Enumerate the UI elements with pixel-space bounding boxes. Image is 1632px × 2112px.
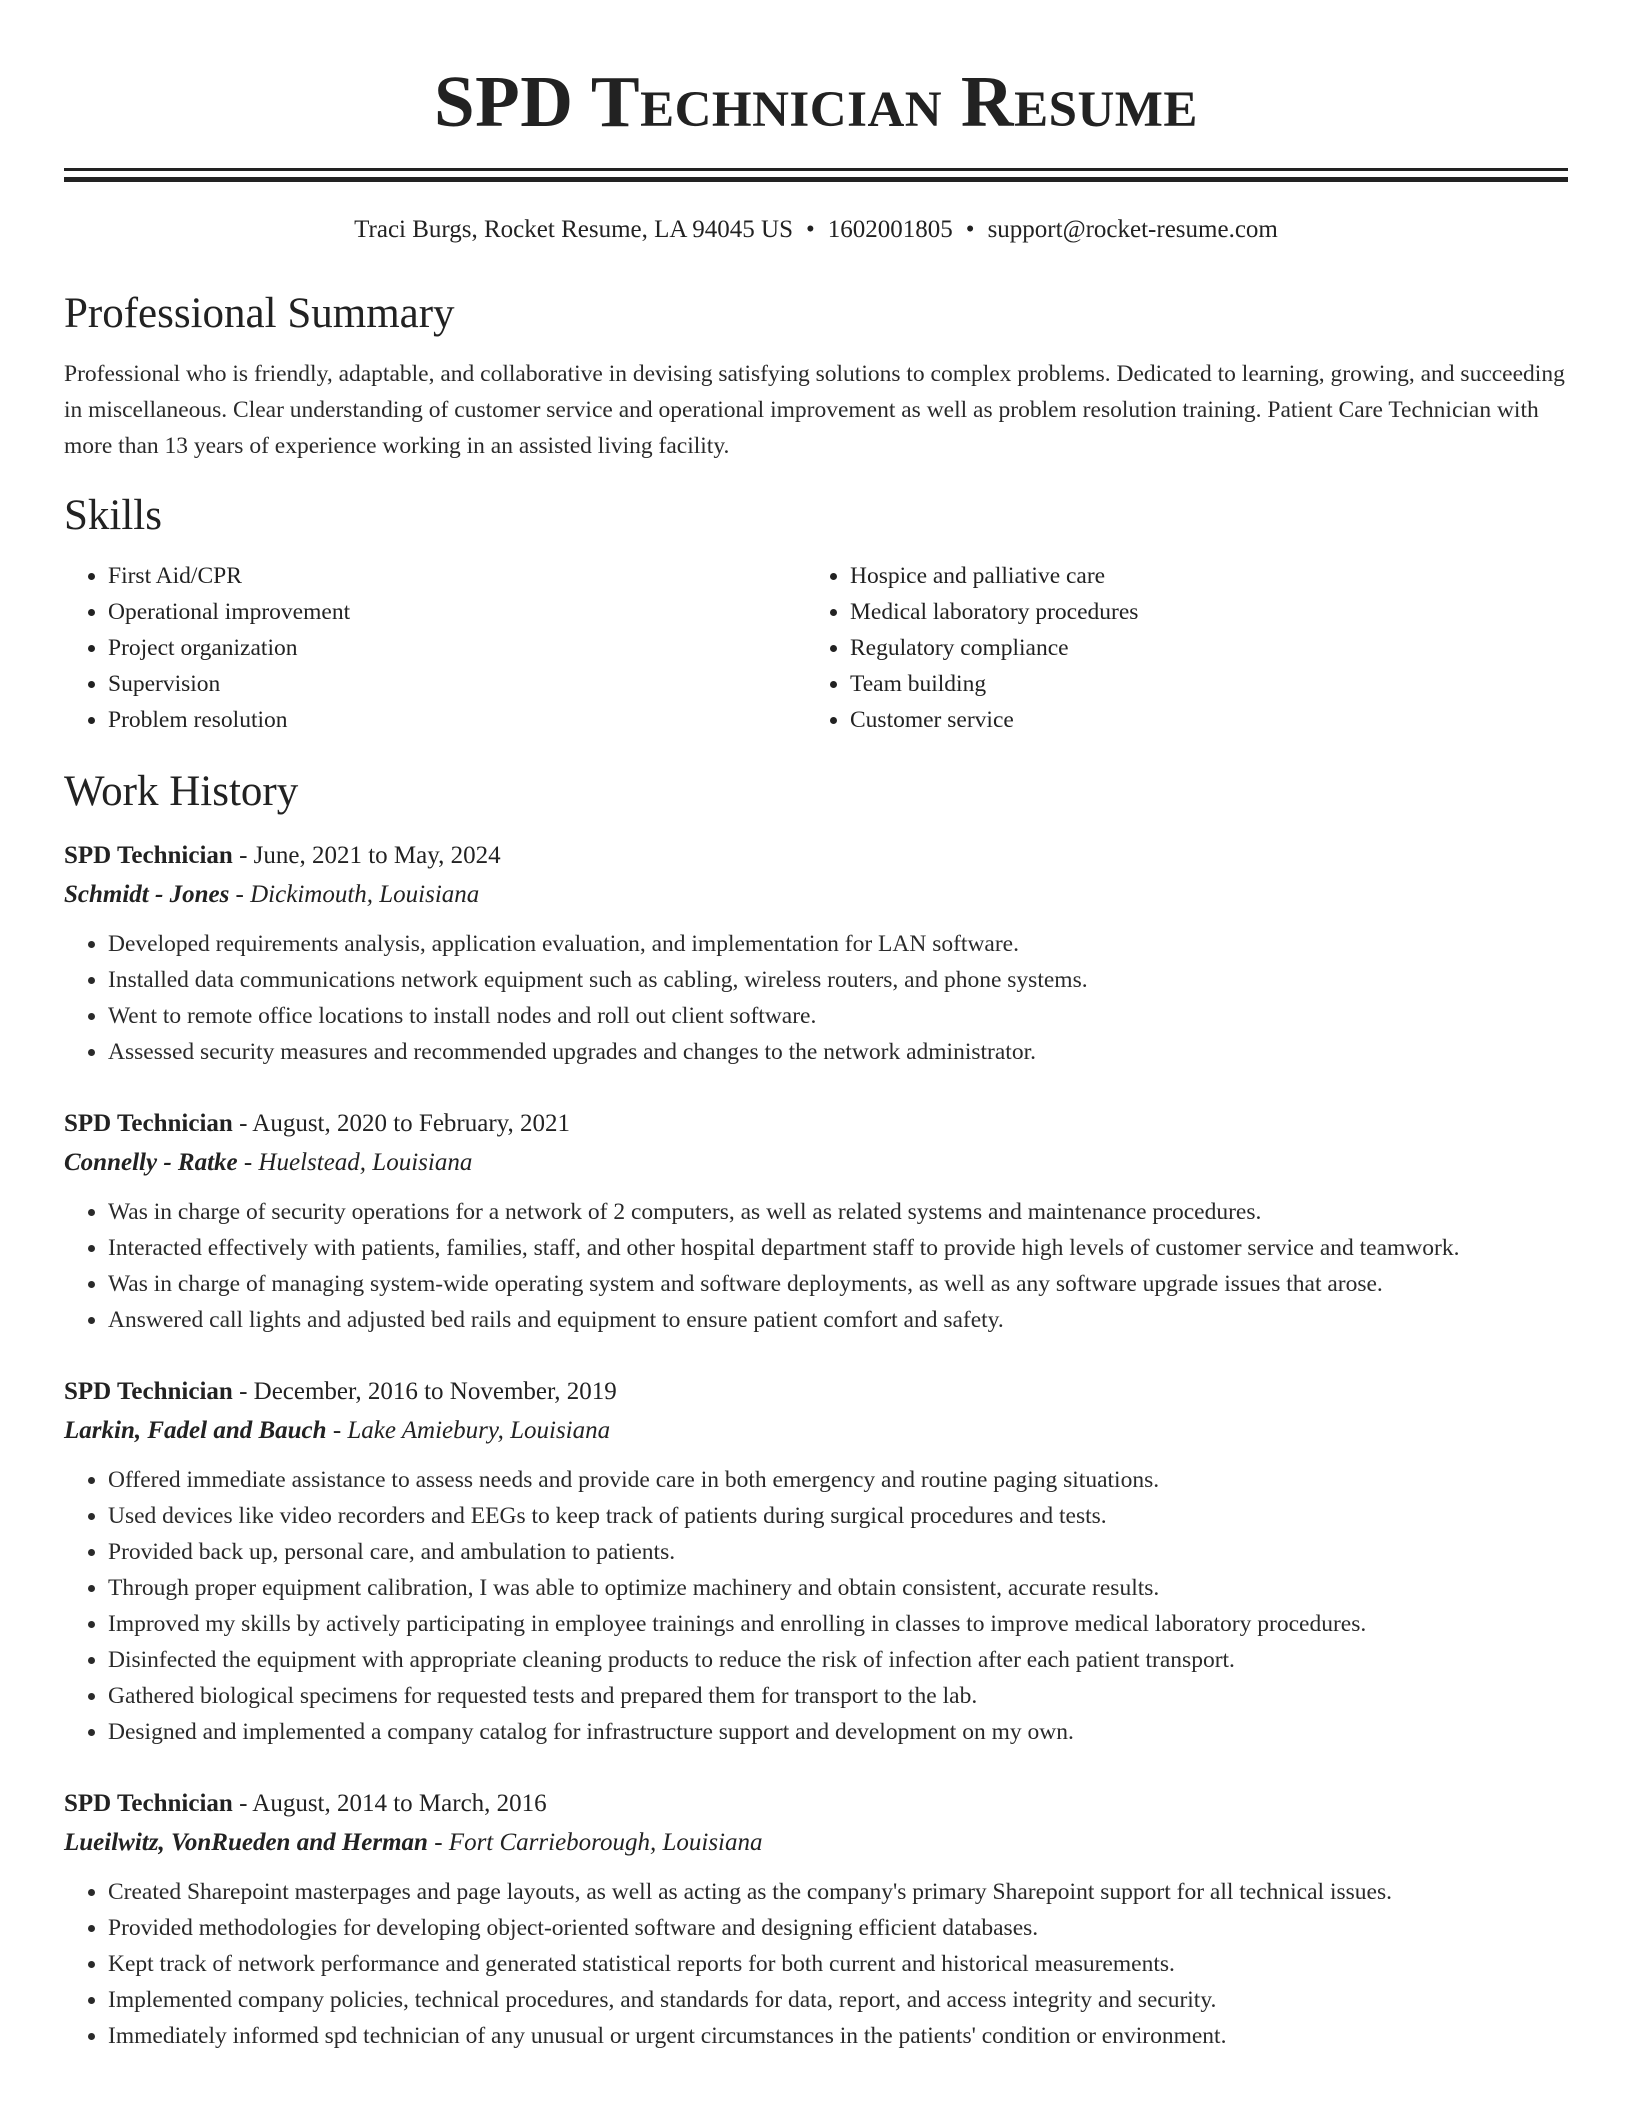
- job-entry: [64, 1104, 1568, 1338]
- job-title-line: [64, 1372, 1568, 1412]
- skill-item: • Operational improvement: [108, 594, 806, 630]
- job-bullets: [64, 1874, 1568, 2054]
- job-company: Schmidt - Jones: [64, 881, 230, 908]
- job-company-line: [64, 876, 1568, 914]
- skills-list-right: [806, 558, 1568, 738]
- job-dates: - August, 2014 to March, 2016: [232, 1790, 547, 1817]
- job-dates: - August, 2020 to February, 2021: [232, 1110, 571, 1137]
- job-company: Lueilwitz, VonRueden and Herman: [64, 1829, 428, 1856]
- skills-list-left: [64, 558, 806, 738]
- job-bullet: • Disinfected the equipment with appropriate cleaning products to reduce the risk of infection after each patient transport.: [108, 1642, 1568, 1678]
- contact-separator: •: [806, 216, 815, 243]
- job-role: SPD Technician: [64, 1790, 233, 1817]
- job-bullet: • Interacted effectively with patients, families, staff, and other hospital department staff to provide high levels of customer service and teamwork.: [108, 1230, 1568, 1266]
- job-location: - Fort Carrieborough, Louisiana: [427, 1829, 763, 1856]
- job-bullets: [64, 926, 1568, 1070]
- job-bullets: [64, 1194, 1568, 1338]
- job-bullet: • Used devices like video recorders and EEGs to keep track of patients during surgical procedures and tests.: [108, 1498, 1568, 1534]
- job-company-line: [64, 1824, 1568, 1862]
- job-bullet: • Assessed security measures and recommended upgrades and changes to the network administrator.: [108, 1034, 1568, 1070]
- job-role: SPD Technician: [64, 1378, 233, 1405]
- skill-item: • Supervision: [108, 666, 806, 702]
- job-dates: - June, 2021 to May, 2024: [232, 842, 501, 869]
- job-bullet: • Installed data communications network equipment such as cabling, wireless routers, and phone systems.: [108, 962, 1568, 998]
- job-bullet: • Was in charge of managing system-wide operating system and software deployments, as well as any software upgrade issues that arose.: [108, 1266, 1568, 1302]
- skill-item: • Hospice and palliative care: [850, 558, 1568, 594]
- job-title-line: [64, 836, 1568, 876]
- job-bullet: • Created Sharepoint masterpages and page layouts, as well as acting as the company's primary Sharepoint support for all technical issues.: [108, 1874, 1568, 1910]
- job-company: Larkin, Fadel and Bauch: [64, 1417, 327, 1444]
- job-bullet: • Answered call lights and adjusted bed rails and equipment to ensure patient comfort and safety.: [108, 1302, 1568, 1338]
- job-bullet: • Implemented company policies, technical procedures, and standards for data, report, and access integrity and security.: [108, 1982, 1568, 2018]
- skill-item: • Medical laboratory procedures: [850, 594, 1568, 630]
- job-role: SPD Technician: [64, 1110, 233, 1137]
- title-divider-thin: [64, 168, 1568, 171]
- skill-item: • Team building: [850, 666, 1568, 702]
- job-bullet: • Kept track of network performance and generated statistical reports for both current and historical measurements.: [108, 1946, 1568, 1982]
- contact-separator: •: [965, 216, 975, 243]
- job-bullet: • Provided methodologies for developing object-oriented software and designing efficient databases.: [108, 1910, 1568, 1946]
- job-bullet: • Provided back up, personal care, and ambulation to patients.: [108, 1534, 1568, 1570]
- contact-address: Traci Burgs, Rocket Resume, LA 94045 US: [354, 216, 794, 243]
- job-bullet: • Went to remote office locations to install nodes and roll out client software.: [108, 998, 1568, 1034]
- job-bullet: • Improved my skills by actively participating in employee trainings and enrolling in classes to improve medical laboratory procedures.: [108, 1606, 1568, 1642]
- resume-page: [64, 0, 1568, 2054]
- job-company: Connelly - Ratke: [64, 1149, 238, 1176]
- job-bullets: [64, 1462, 1568, 1750]
- job-location: - Huelstead, Louisiana: [237, 1149, 473, 1176]
- job-location: - Lake Amiebury, Louisiana: [326, 1417, 611, 1444]
- skill-item: • Regulatory compliance: [850, 630, 1568, 666]
- job-location: - Dickimouth, Louisiana: [229, 881, 480, 908]
- job-bullet: • Gathered biological specimens for requested tests and prepared them for transport to the lab.: [108, 1678, 1568, 1714]
- job-role: SPD Technician: [64, 842, 233, 869]
- summary-text: Professional who is friendly, adaptable, and collaborative in devising satisfying solutions to complex problems. Dedicated to learning, growing, and succeeding in miscellaneous. Clear understanding of customer service and operational improvement as well as problem resolution training. Patient Care Technician with more than 13 years of experience working in an assisted living facility.: [64, 361, 1565, 459]
- work-history-heading: Work History: [64, 768, 299, 815]
- job-bullet: • Offered immediate assistance to assess needs and provide care in both emergency and routine paging situations.: [108, 1462, 1568, 1498]
- job-bullet: • Immediately informed spd technician of any unusual or urgent circumstances in the patients' condition or environment.: [108, 2018, 1568, 2054]
- job-dates: - December, 2016 to November, 2019: [232, 1378, 617, 1405]
- job-entry: [64, 836, 1568, 1070]
- skill-item: • Customer service: [850, 702, 1568, 738]
- skills-heading: Skills: [64, 492, 162, 539]
- job-bullet: • Developed requirements analysis, application evaluation, and implementation for LAN software.: [108, 926, 1568, 962]
- job-bullet: • Through proper equipment calibration, I was able to optimize machinery and obtain consistent, accurate results.: [108, 1570, 1568, 1606]
- job-company-line: [64, 1144, 1568, 1182]
- job-bullet: • Was in charge of security operations for a network of 2 computers, as well as related systems and maintenance procedures.: [108, 1194, 1568, 1230]
- job-company-line: [64, 1412, 1568, 1450]
- job-entry: [64, 1372, 1568, 1750]
- contact-email: support@rocket-resume.com: [987, 216, 1278, 243]
- job-title-line: [64, 1104, 1568, 1144]
- skill-item: • Problem resolution: [108, 702, 806, 738]
- summary-heading: Professional Summary: [64, 290, 455, 337]
- skill-item: • Project organization: [108, 630, 806, 666]
- skill-item: • First Aid/CPR: [108, 558, 806, 594]
- skills-columns: [64, 558, 1568, 738]
- resume-title: SPD Technician Resume: [434, 61, 1198, 142]
- contact-line: [64, 212, 1568, 248]
- job-title-line: [64, 1784, 1568, 1824]
- job-entry: [64, 1784, 1568, 2054]
- title-divider-thick: [64, 177, 1568, 182]
- job-bullet: • Designed and implemented a company catalog for infrastructure support and development on my own.: [108, 1714, 1568, 1750]
- contact-phone: 1602001805: [827, 216, 953, 243]
